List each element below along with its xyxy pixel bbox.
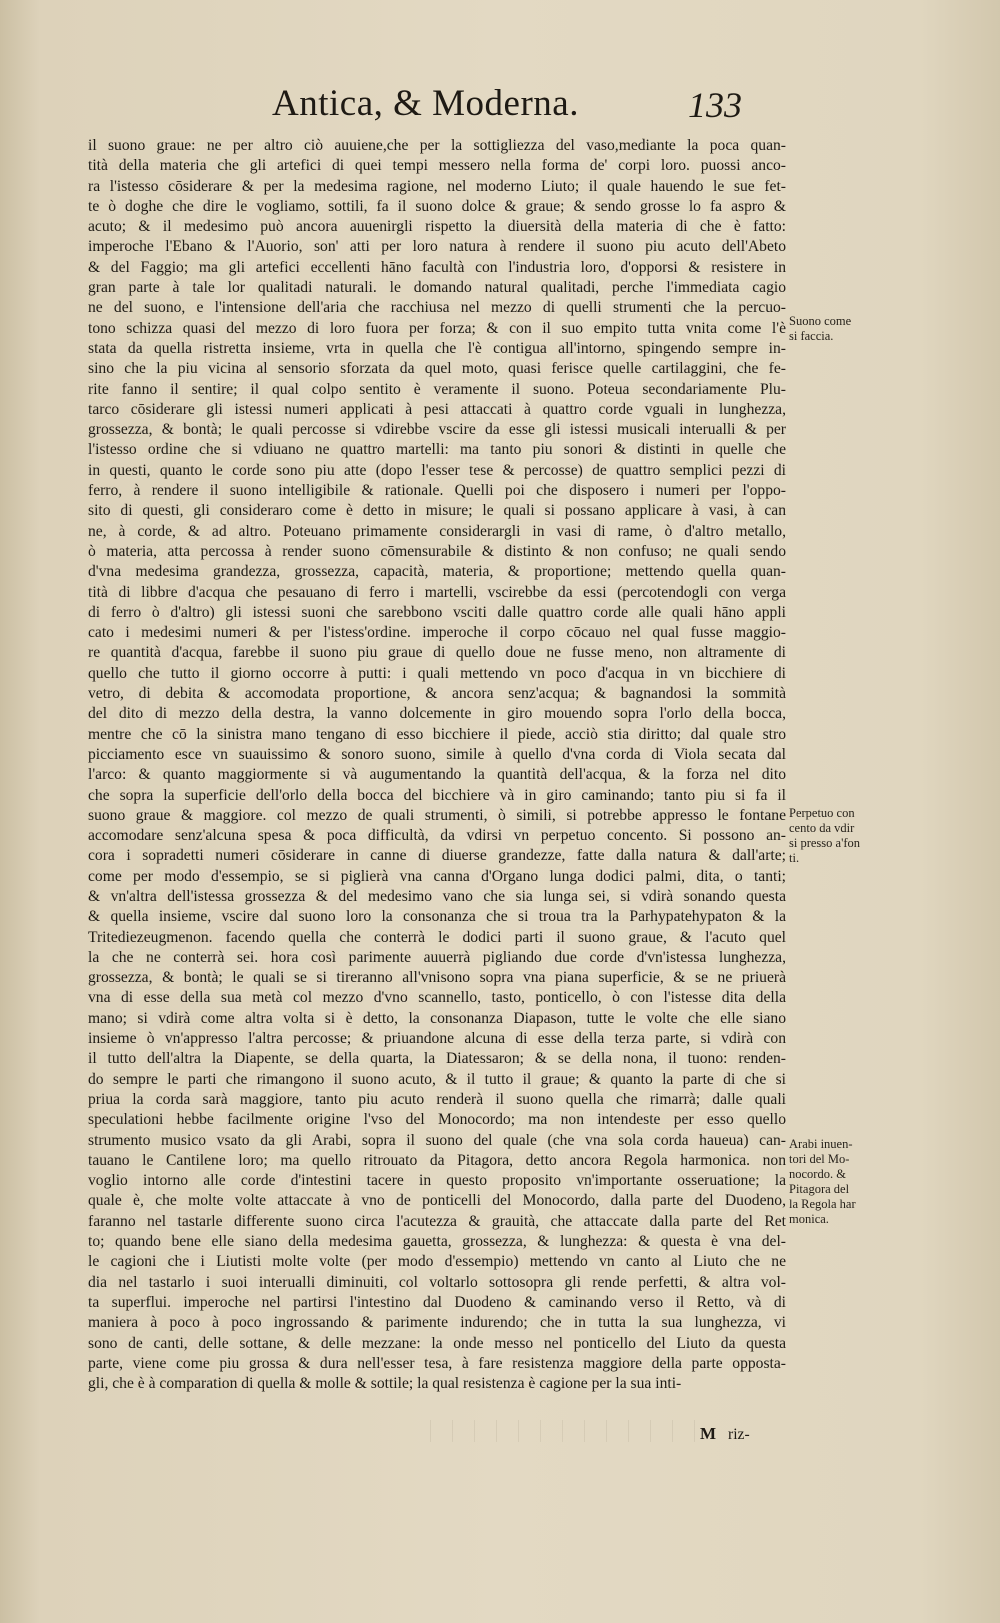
- text-line: ò materia, atta percossa à render suono cōmensurabile & distinto & non confuso; ne quali sendo: [88, 542, 786, 560]
- marginal-note-line: si faccia.: [789, 329, 834, 343]
- text-line: sino che la piu vicina al sensorio sforzata da quel moto, quasi ferisce quelle cartilaggini, che fe-: [88, 360, 786, 378]
- text-line: le cagioni che i Liutisti molte volte (per modo d'essempio) mettendo vn canto al Liuto che ne: [88, 1253, 786, 1271]
- page-header: [0, 82, 1000, 132]
- text-line: parte, viene come piu grossa & dura nell'esser tesa, à fare resistenza maggiore della parte opposta-: [88, 1354, 786, 1372]
- text-line: tauano le Cantilene loro; ma quello ritrouato da Pitagora, detto ancora Regola harmonica. non: [88, 1151, 786, 1169]
- catchword: riz-: [728, 1426, 750, 1443]
- marginal-note-line: cento da vdir: [789, 821, 855, 835]
- text-line: l'istesso ordine che si vdiuano ne quattro martelli: ma tanto piu sonori & distinti in quelle che: [88, 441, 786, 459]
- signature-mark: M: [700, 1424, 717, 1443]
- marginal-note-line: Arabi inuen-: [789, 1137, 853, 1151]
- text-line: rite fanno il sentire; il qual colpo sentito è veramente il suono. Poteua secondariamente Plu-: [88, 380, 786, 398]
- text-line: insieme ò vn'appresso l'altra percosse; & priuandone alcuna di esse della terza parte, si vdirà con: [88, 1030, 786, 1048]
- text-line: tità di libbre d'acqua che pesauano di ferro i martelli, vscirebbe da essi (percotendogli con verga: [88, 583, 786, 601]
- text-line: d'vna medesima grandezza, grossezza, capacità, materia, & proportione; mettendo quella quan-: [88, 563, 786, 581]
- text-line: che sopra la superficie dell'orlo della bocca del bicchiere và in giro caminando; tanto piu si fa il: [88, 786, 786, 804]
- text-line: stata da quella ristretta insieme, vrta in quella che l'è contigua all'intorno, spingendo sempre in-: [88, 339, 786, 357]
- main-text-block: [88, 136, 786, 1394]
- text-line: ra l'istesso cōsiderare & per la medesima ragione, nel moderno Liuto; il quale hauendo le sue fet-: [88, 177, 786, 195]
- page-footer: [0, 1424, 1000, 1452]
- marginal-note-line: ti.: [789, 851, 800, 865]
- text-line: gran parte à tale lor qualitadi naturali. le domando natural qualitadi, perche l'immediata cagio: [88, 279, 786, 297]
- marginal-note-line: si presso a'fon: [789, 836, 860, 850]
- text-line: ta superflui. imperoche nel partirsi l'intestino dal Duodeno & caminando verso il Retto, và di: [88, 1293, 786, 1311]
- text-line: accomodare senz'alcuna spesa & poca difficultà, da vdirsi vn perpetuo concento. Si possono an-: [88, 827, 786, 845]
- text-line: sono de canti, delle sottane, & delle mezzane: la onde messo nel ponticello del Liuto da questa: [88, 1334, 786, 1352]
- marginal-note-line: tori del Mo-: [789, 1152, 850, 1166]
- text-line: picciamento esce vn suauissimo & sonoro suono, simile à quello d'vna corda di Viola secata dal: [88, 745, 786, 763]
- text-line: come per modo d'essempio, se si piglierà vna canna d'Organo lunga dodici palmi, dita, o tanti;: [88, 867, 786, 885]
- text-line: la che ne conterrà sei. hora così parimente auuerrà pigliando due corde d'vn'istessa lunghezza,: [88, 948, 786, 966]
- marginal-note-line: monica.: [789, 1212, 829, 1226]
- text-line: grossezza, & bontà; le quali percosse si vdirebbe vscire da esse gli istessi musicali interualli & per: [88, 421, 786, 439]
- marginal-note-arabi: [789, 1137, 889, 1227]
- text-line: acuto; & il medesimo può ancora auuenirgli rispetto la diuersità della materia di che è fatto:: [88, 218, 786, 236]
- text-line: maniera à poco à poco ingrossando & parimente indurendo; che in tutta la sua lunghezza, vi: [88, 1314, 786, 1332]
- text-line: re quantità d'acqua, farebbe il suono piu graue di quello doue ne fusse meno, non altramente di: [88, 644, 786, 662]
- text-line: imperoche l'Ebano & l'Auorio, son' atti per loro natura à rendere il suono piu acuto dell'Abeto: [88, 238, 786, 256]
- marginal-note-line: Suono come: [789, 314, 852, 328]
- running-title: Antica, & Moderna.: [272, 83, 579, 124]
- text-line: te ò doghe che dire le vogliamo, sottili, fa il suono dolce & graue; & sendo grosse lo fa aspro &: [88, 197, 786, 215]
- text-line: in questi, quanto le corde sono piu atte (dopo l'esser tese & percosse) de quattro semplici pezzi di: [88, 461, 786, 479]
- text-line: strumento musico vsato da gli Arabi, sopra il suono del quale (che vna sola corda haueua) can-: [88, 1131, 786, 1149]
- page-number: 133: [688, 85, 742, 125]
- text-line: il tutto dell'altra la Diapente, se della quarta, la Diatessaron; & se della nona, il tuono: renden-: [88, 1050, 786, 1068]
- text-line: il suono graue: ne per altro ciò auuiene,che per la sottigliezza del vaso,mediante la poca quan-: [88, 137, 786, 154]
- text-line: l'arco: & quanto maggiormente si và augumentando la quantità dell'acqua, & la forza nel dito: [88, 766, 786, 784]
- text-line: dia nel tastarlo i suoi interualli diminuiti, col voltarlo sottosopra gli rende perfetti, & altra vol-: [88, 1273, 786, 1291]
- text-line: quello che tutto il giorno occorre à putti: i quali mettendo vn poco d'acqua in vn bicchiere di: [88, 664, 786, 682]
- text-line: cora i sopradetti numeri cōsiderare in canne di diuerse grandezze, fatte dalla natura & dall'arte;: [88, 847, 786, 865]
- text-line: sito di questi, gli consideraro come è detto in misure; le quali si possano applicare à vasi, à can: [88, 502, 786, 520]
- text-line: tità della materia che gli artefici di quei tempi messero nella forma de' corpi loro. puossi anco-: [88, 157, 786, 175]
- text-line: cato i medesimi numeri & per l'istess'ordine. imperoche il corpo cōcauo nel qual fusse maggio-: [88, 624, 786, 642]
- marginal-note-suono: [789, 314, 889, 344]
- text-line: grossezza, & bontà; le quali se si tireranno all'vnisono sopra vna piana superficie, & se ne priuerà: [88, 969, 786, 987]
- text-line: quale è, che molte volte attaccate à vno de ponticelli del Monocordo, dalla parte del Duodeno,: [88, 1192, 786, 1210]
- text-line: mano; si vdirà come altra volta si è detto, la consonanza Diapason, tutte le volte che elle siano: [88, 1009, 786, 1027]
- text-line: di ferro ò d'altro) gli istessi suoni che sarebbono vsciti dalle quattro corde alle quali hāno appli: [88, 603, 786, 621]
- text-line: ne, à corde, & ad altro. Poteuano primamente considerargli in vasi di rame, ò d'altro metallo,: [88, 522, 786, 540]
- marginal-note-perpetuo: [789, 806, 889, 866]
- text-line: tarco cōsiderare gli istessi numeri applicati à pesi attaccati à quattro corde vguali in lunghezza,: [88, 400, 786, 418]
- text-line: vna di esse della sua metà col mezzo d'vno scannello, tasto, ponticello, ò con l'istesse dita della: [88, 989, 786, 1007]
- marginal-note-line: nocordo. &: [789, 1167, 846, 1181]
- marginal-note-line: Perpetuo con: [789, 806, 855, 820]
- text-line: ferro, à rendere il suono intelligibile & rationale. Quelli poi che disposero i numeri per l'oppo-: [88, 482, 786, 500]
- text-line: & del Faggio; ma gli artefici eccellenti hāno facultà con l'industria loro, d'opporsi & resistere in: [88, 258, 786, 276]
- text-line: & vn'altra dell'istessa grossezza & del medesimo vano che sia lunga sei, si vdirà sonando questa: [88, 887, 786, 905]
- text-line: ne del suono, e l'intensione dell'aria che racchiusa nel mezzo di quelli strumenti che la percuo-: [88, 299, 786, 317]
- text-line: Tritediezeugmenon. facendo quella che conterrà le dodici parti il suono graue, & l'acuto quel: [88, 928, 786, 946]
- marginal-note-line: Pitagora del: [789, 1182, 850, 1196]
- text-line: mentre che cō la sinistra mano tengano di esso bicchiere il piede, acciò stia diritto; dal quale stro: [88, 725, 786, 743]
- text-line: voglio intorno alle corde d'intestini tacere in questo proposito vn'importante osseruatione; la: [88, 1172, 786, 1190]
- text-line: & quella insieme, vscire dal suono loro la consonanza che si troua tra la Parhypatehypaton & la: [88, 908, 786, 926]
- text-line: do sempre le parti che rimangono il suono acuto, & il tutto il graue; & quanto la parte di che si: [88, 1070, 786, 1088]
- text-line: vetro, di debita & accomodata proportione, & ancora senz'acqua; & bagnandosi la sommità: [88, 685, 786, 703]
- text-line: gli, che è à comparation di quella & molle & sottile; la qual resistenza è cagione per la sua inti-: [88, 1375, 682, 1393]
- text-line: priua la corda sarà maggiore, tanto piu acuto renderà il suono quella che rimarrà; dalle quali: [88, 1090, 786, 1108]
- marginal-note-line: la Regola har: [789, 1197, 856, 1211]
- text-line: speculationi hebbe facilmente origine l'vso del Monocordo; ma non intendeste per esso quello: [88, 1111, 786, 1129]
- text-line: del dito di mezzo della destra, la vanno dolcemente in giro mouendo sopra l'orlo della bocca,: [88, 705, 786, 723]
- text-line: faranno nel tastarle differente suono circa l'acutezza & grauità, che attaccate dalla parte del Ret: [88, 1212, 786, 1230]
- text-line: tono schizza quasi del mezzo di loro fuora per forza; & con il suo empito tutta vnita come l'è: [88, 319, 786, 337]
- text-line: to; quando bene elle siano della medesima gauetta, grossezza, & lunghezza: & questa è vna del-: [88, 1233, 786, 1251]
- text-line: suono graue & maggiore. col mezzo de quali strumenti, ò simili, si potrebbe appresso le fontane: [88, 806, 786, 824]
